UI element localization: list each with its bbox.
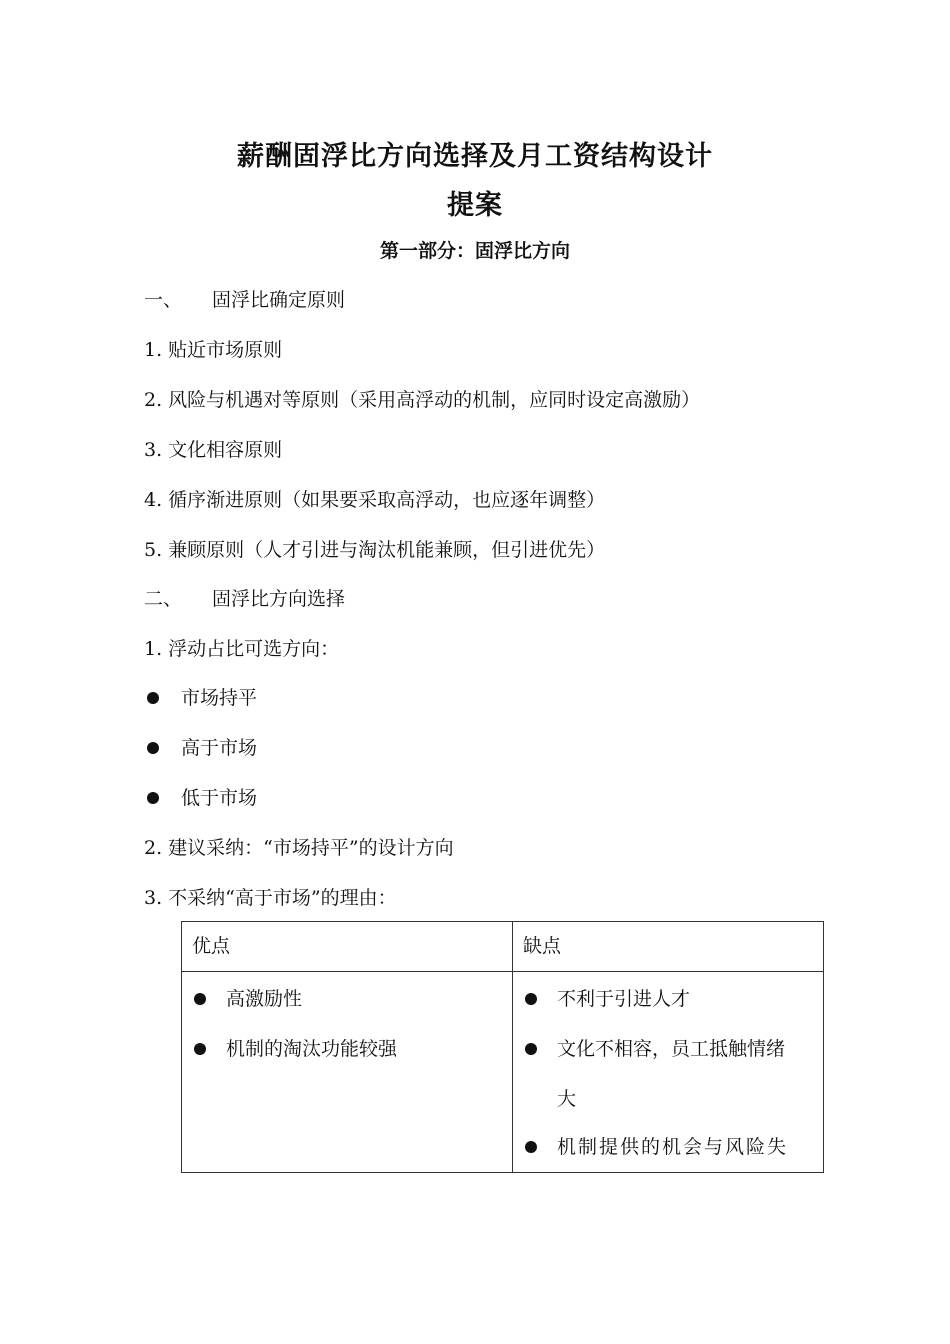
bullet-icon	[525, 1141, 537, 1153]
bullet-icon	[147, 692, 159, 704]
bullet-icon	[525, 993, 537, 1005]
option-label: 市场持平	[181, 687, 258, 709]
bullet-icon	[147, 792, 159, 804]
section1-heading	[144, 287, 345, 313]
doc-title-line2: 提案	[447, 190, 503, 221]
option-label: 高于市场	[181, 737, 258, 759]
principle-item: 3. 文化相容原则	[144, 439, 283, 461]
section2-heading	[144, 586, 345, 612]
part-heading: 第一部分：固浮比方向	[379, 240, 570, 262]
pros-header: 优点	[182, 922, 513, 972]
option-label: 低于市场	[181, 787, 258, 809]
list-item-2: 2. 建议采纳：“市场持平”的设计方向	[144, 837, 454, 859]
option-item	[144, 785, 257, 811]
bullet-icon	[194, 993, 206, 1005]
section1-title: 固浮比确定原则	[212, 289, 346, 311]
doc-title: 薪酬固浮比方向选择及月工资结构设计	[237, 141, 713, 172]
cons-header: 缺点	[513, 922, 824, 972]
principle-item: 5. 兼顾原则（人才引进与淘汰机能兼顾，但引进优先）	[144, 539, 606, 561]
list-item: 高激励性	[192, 986, 302, 1012]
list-item: 文化不相容，员工抵触情绪	[523, 1036, 785, 1062]
bullet-icon	[525, 1043, 537, 1055]
section2-title: 固浮比方向选择	[212, 588, 346, 610]
principle-item: 2. 风险与机遇对等原则（采用高浮动的机制，应同时设定高激励）	[144, 389, 701, 411]
principle-item: 1. 贴近市场原则	[144, 339, 283, 361]
list-item: 机制提供的机会与风险失	[523, 1134, 788, 1160]
list-item-continuation: 大	[557, 1088, 577, 1110]
option-item	[144, 735, 257, 761]
principle-item: 4. 循序渐进原则（如果要采取高浮动，也应逐年调整）	[144, 489, 606, 511]
pros-cell	[182, 972, 513, 1173]
table-header-row	[182, 922, 824, 972]
bullet-icon	[147, 742, 159, 754]
list-item-3: 3. 不采纳“高于市场”的理由：	[144, 887, 397, 909]
section1-number: 一、	[144, 289, 183, 311]
list-item: 机制的淘汰功能较强	[192, 1036, 397, 1062]
cons-cell	[513, 972, 824, 1173]
list-item-1: 1. 浮动占比可选方向：	[144, 638, 340, 660]
option-item	[144, 685, 257, 711]
section2-number: 二、	[144, 588, 183, 610]
list-item: 不利于引进人才	[523, 986, 690, 1012]
table-row	[182, 972, 824, 1173]
pros-cons-table	[181, 921, 824, 1173]
bullet-icon	[194, 1043, 206, 1055]
